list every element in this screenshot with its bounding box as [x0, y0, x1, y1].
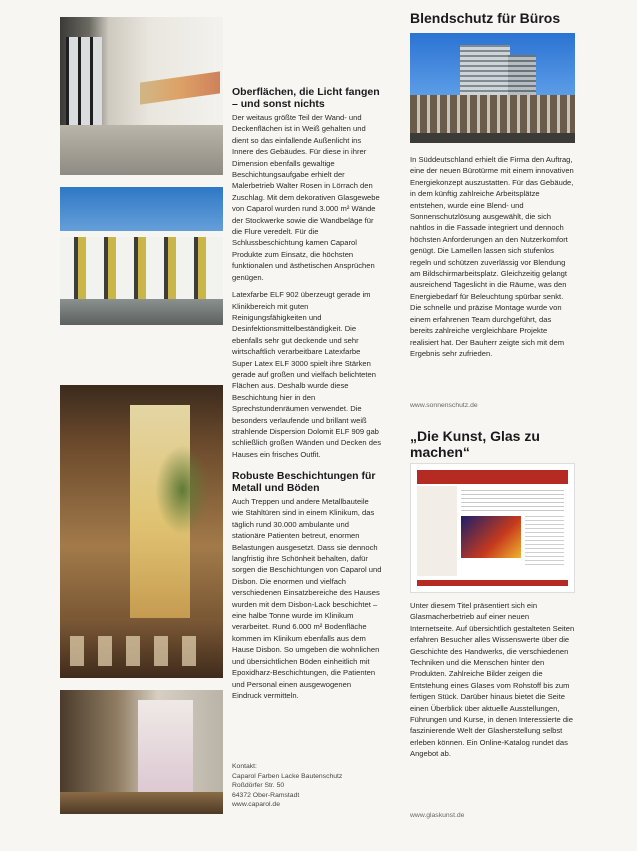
article-title-block: [410, 10, 575, 26]
article-sunshade: [410, 154, 575, 359]
article-link[interactable]: www.glaskunst.de: [410, 812, 465, 819]
hall-photo: [60, 690, 223, 814]
section-coatings: [232, 470, 382, 701]
website-screenshot: [410, 463, 575, 593]
corridor-photo: [60, 17, 223, 175]
paragraph: Latexfarbe ELF 902 überzeugt gerade im Klinikbereich mit guten Reinigungsfähigkeiten und Desinfektionsmittelbeständigkeit. Die ebenfalls sehr gut deckende und sehr wirtschaftlich verarbeitbare Latexfarbe Super Latex ELF 3000 spielt ihre Stärken gerade auf großen und vielfach belichteten Flächen aus. Deshalb wurde diese Beschichtung hier in den Sprechstundenräumen verwendet. Die besonders verlaufende und brillant weiß strahlende Dispersion Dolomit ELF 909 gab schließlich großen Wänden und Decken des Hauses ein frisches Outfit.: [232, 290, 382, 459]
section-surfaces: [232, 86, 382, 460]
atrium-photo: [60, 385, 223, 678]
caption-link[interactable]: www.caparol.de: [232, 801, 280, 808]
caption-line: Kontakt:: [232, 763, 257, 770]
paragraph: In Süddeutschland erhielt die Firma den Auftrag, eine der neuen Bürotürme mit einem innovativen Energiekonzept auszustatten. Für das Gebäude, in dem künftig zahlreiche Arbeitsplätze entstehen, wurde eine Blend- und Sonnenschutzlösung ausgewählt, die sich nahtlos in die Fassade integriert und dennoch höchsten Anforderungen an den Nutzerkomfort genügt. Die Lamellen lassen sich stufenlos regeln und schützen zuverlässig vor Blendung am Bildschirmarbeitsplatz. Gleichzeitig gelangt ausreichend Tageslicht in die Räume, was den Energiebedarf für Beleuchtung spürbar senkt. Die schnelle und präzise Montage wurde von einem erfahrenen Team durchgeführt, das bereits zahlreiche vergleichbare Projekte realisiert hat. Der Bauherr zeigte sich mit dem Ergebnis sehr zufrieden.: [410, 155, 574, 358]
article-title-block: [410, 428, 575, 460]
caption-line: 64372 Ober-Ramstadt: [232, 791, 300, 799]
section-heading: Robuste Beschichtungen für Metall und Böden: [232, 470, 376, 494]
caption-line: Caparol Farben Lacke Bautenschutz: [232, 772, 343, 780]
article-link[interactable]: www.sonnenschutz.de: [410, 402, 478, 409]
section-heading: Oberflächen, die Licht fangen – und sonst nichts: [232, 86, 380, 110]
paragraph: Der weitaus größte Teil der Wand- und Deckenflächen ist in Weiß gehalten und dient so das einfallende Außenlicht ins Innere des Gebäudes. Für diese in ihrer Dimension ebenfalls gewaltige Beschichtungsaufgabe erhielt der Malerbetrieb Walter Rosen in Lörrach den Zuschlag. Mit dem dekorativen Glasgewebe von Caparol wurden rund 3.000 m² Wände der Stockwerke sowie die Wandbeläge für die Flure veredelt. Für die Schlussbeschichtung kamen Caparol Produkte zum Einsatz, die höchsten funktionalen und ästhetischen Ansprüchen genügen.: [232, 113, 380, 282]
paragraph: Unter diesem Titel präsentiert sich ein Glasmacherbetrieb auf einer neuen Internetseite. Auf übersichtlich gestalteten Seiten erfahren Besucher alles Wissenswerte über die Geschichte des Handwerks, die verschiedenen Techniken und die Menschen hinter den Produkten. Zahlreiche Bilder zeigen die Entstehung eines Glases vom Rohstoff bis zum fertigen Stück. Darüber hinaus bietet die Seite einen Überblick über aktuelle Ausstellungen, Führungen und Kurse, in denen Interessierte die faszinierende Welt der Glasherstellung selbst erleben können. Ein Online-Katalog rundet das Angebot ab.: [410, 601, 575, 759]
article-glass: [410, 600, 575, 760]
caption-line: Roßdörfer Str. 50: [232, 782, 285, 789]
article-title: Blendschutz für Büros: [410, 10, 561, 26]
contact-caption: [232, 762, 382, 810]
paragraph: Auch Treppen und andere Metallbauteile wie Stahltüren sind in einem Klinikum, das täglich rund 30.000 ambulante und stationäre Patienten betreut, enormen Belastungen ausgesetzt. Dass sie dennoch langfristig ihre Schönheit behalten, dafür sorgen die Beschichtungen von Caparol und Disbon. Die enormen und vielfach verschiedenen Einsatzbereiche des Hauses wurden mit dem Disbon-Lack beschichtet – eine halbe Tonne wurde im Klinikum verarbeitet. Rund 6.000 m² Bodenfläche kommen im Klinikum ebenfalls aus dem Hause Disbon. So umgeben die wohnlichen und übersichtlichen Böden einheitlich mit Epoxidharz-Beschichtungen, die Patienten und Personal einen ausgewogenen Eindruck vermitteln.: [232, 497, 382, 700]
article-title: „Die Kunst, Glas zu machen“: [410, 428, 540, 460]
office-tower-photo: [410, 33, 575, 143]
clinic-building-photo: [60, 187, 223, 325]
